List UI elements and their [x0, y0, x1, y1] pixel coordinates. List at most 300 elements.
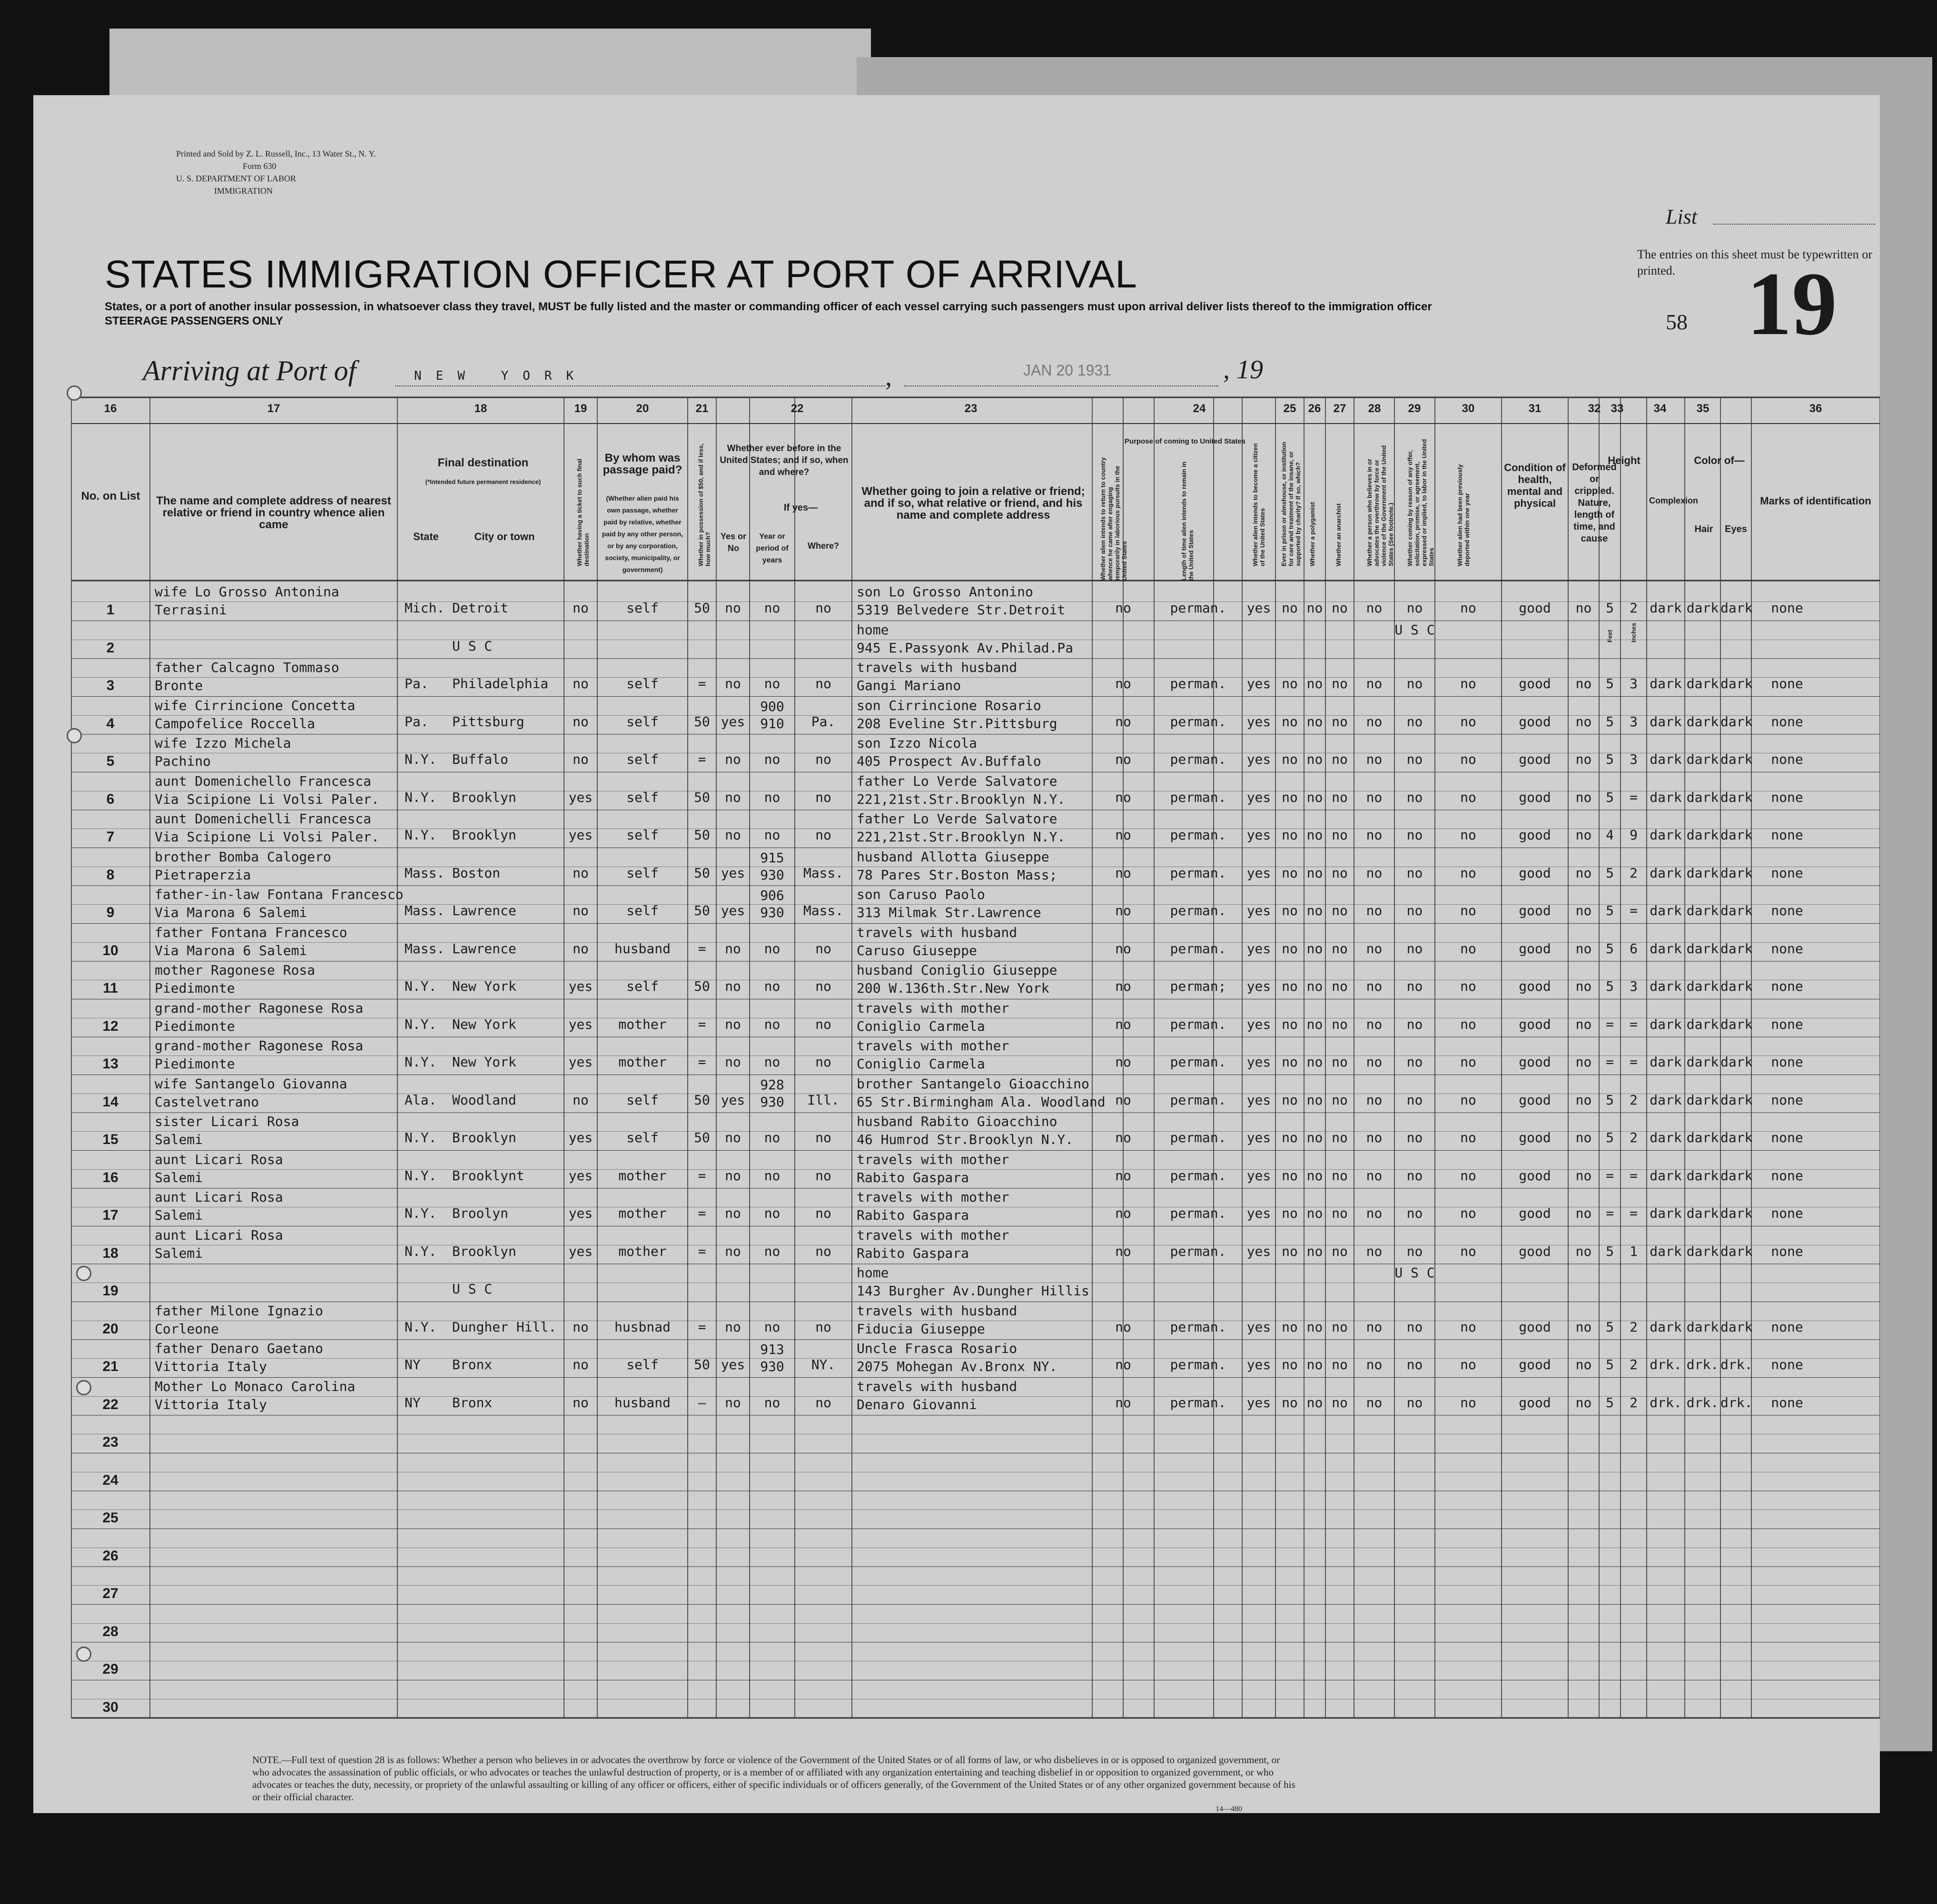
cell-length-of-stay: perman. [1170, 827, 1226, 843]
cell-hair: dark [1686, 1205, 1719, 1221]
cell-overthrow: no [1366, 978, 1383, 994]
cell-polygamist: no [1306, 1016, 1323, 1032]
cell-deported: no [1460, 940, 1476, 957]
cell-health: good [1519, 1394, 1551, 1411]
header-join-relative: Whether going to join a relative or friend; and if so, what relative or friend, and his name and complete address [861, 485, 1085, 522]
header-deported: Whether alien had been previously deported within one year [1456, 464, 1471, 566]
cell-marks: none [1771, 751, 1803, 767]
cell-join-relative: father Lo Verde Salvatore [857, 773, 1057, 789]
header-offer: Whether coming by reason of any offer, solicitation, promise, or agreement, expressed or implied, to labor in the United States [1406, 439, 1435, 566]
cell-relative-name: wife Santangelo Giovanna [155, 1075, 347, 1092]
cell-deported: no [1460, 1016, 1476, 1032]
cell-deformed: no [1575, 1167, 1592, 1184]
cell-complexion: dark [1650, 1016, 1682, 1032]
cell-ticket: no [573, 865, 589, 881]
cell-complexion: dark [1650, 751, 1682, 767]
cell-purpose-return: no [1115, 1205, 1131, 1221]
cell-relative-address: Campofelice Roccella [155, 715, 316, 731]
page-title: STATES IMMIGRATION OFFICER AT PORT OF ARRIVAL [105, 253, 1137, 296]
cell-passage-paid: self [626, 865, 659, 881]
cell-citizen: yes [1246, 676, 1271, 691]
cell-complexion: dark [1650, 940, 1682, 957]
header-polygamist: Whether a polygamist [1309, 502, 1316, 566]
cell-polygamist: no [1306, 865, 1323, 881]
cell-passage-paid: self [626, 1130, 659, 1145]
cell-purpose-return: no [1115, 865, 1131, 881]
cell-prison: no [1282, 751, 1298, 767]
cell-city: New York [452, 978, 516, 994]
column-number-28: 28 [1368, 402, 1381, 415]
cell-feet: 5 [1606, 865, 1614, 881]
cell-eyes: dark [1720, 1319, 1753, 1335]
cell-passage-paid: self [626, 903, 659, 918]
cell-hair: dark [1686, 1016, 1719, 1032]
cell-inches: 2 [1630, 1130, 1638, 1145]
cell-citizen: yes [1246, 978, 1271, 994]
cell-ever-before: no [725, 1205, 741, 1221]
column-number-29: 29 [1408, 402, 1421, 415]
cell-city: Dungher Hill. [452, 1319, 557, 1335]
header-prison: Ever in prison or almshouse, or institution for care and treatment of the insane, or supported by charity? If so, which? [1280, 442, 1302, 566]
cell-feet: 5 [1606, 978, 1614, 994]
cell-deported: no [1460, 1092, 1476, 1108]
cell-money: 50 [694, 1130, 710, 1145]
binder-hole [67, 728, 82, 743]
cell-year-to: 930 [760, 867, 784, 883]
cell-ticket: yes [568, 827, 593, 843]
cell-relative-name: wife Lo Grosso Antonina [155, 584, 339, 600]
cell-where: no [815, 1205, 831, 1221]
cell-where: no [815, 1054, 831, 1070]
cell-complexion: dark [1650, 1243, 1682, 1259]
cell-offer: no [1406, 1205, 1423, 1221]
cell-city: New York [452, 1054, 516, 1070]
cell-length-of-stay: perman. [1170, 751, 1226, 767]
cell-join-address: 5319 Belvedere Str.Detroit [857, 602, 1066, 618]
cell-money: 50 [694, 789, 710, 805]
cell-state: Pa. [405, 713, 429, 730]
header-passage-paid: By whom was passage paid? [603, 452, 682, 476]
column-number-21: 21 [695, 402, 709, 415]
cell-ticket: yes [568, 978, 593, 994]
cell-deformed: no [1575, 865, 1592, 881]
cell-join-address: Caruso Giuseppe [857, 942, 977, 958]
cell-prison: no [1282, 1394, 1298, 1411]
cell-purpose-return: no [1115, 1357, 1131, 1372]
cell-anarchist: no [1332, 1357, 1348, 1372]
cell-ticket: yes [568, 1205, 593, 1221]
cell-year: no [764, 1394, 781, 1411]
cell-relative-address: Piedimonte [155, 1056, 235, 1072]
cell-eyes: dark [1720, 940, 1753, 957]
cell-hair: dark [1686, 903, 1719, 918]
cell-length-of-stay: perman. [1170, 903, 1226, 918]
cell-inches: = [1630, 1016, 1638, 1032]
cell-prison: no [1282, 676, 1298, 691]
cell-feet: 5 [1606, 713, 1614, 730]
cell-overthrow: no [1366, 600, 1383, 616]
cell-prison: no [1282, 1357, 1298, 1372]
cell-money: 50 [694, 827, 710, 843]
cell-deformed: no [1575, 1394, 1592, 1411]
cell-citizen: yes [1246, 1054, 1271, 1070]
cell-purpose-return: no [1115, 1016, 1131, 1032]
cell-join-address: 221,21st.Str.Brooklyn N.Y. [857, 829, 1066, 845]
cell-health: good [1519, 1243, 1551, 1259]
cell-anarchist: no [1332, 1243, 1348, 1259]
cell-deformed: no [1575, 1054, 1592, 1070]
cell-passage-paid: husbnad [614, 1319, 671, 1335]
cell-relative-address: Bronte [155, 678, 203, 693]
cell-feet: = [1606, 1205, 1614, 1221]
cell-feet: 5 [1606, 1394, 1614, 1411]
cell-overthrow: no [1366, 713, 1383, 730]
cell-eyes: dark [1720, 978, 1753, 994]
cell-length-of-stay: perman. [1170, 1130, 1226, 1145]
cell-complexion: dark [1650, 1054, 1682, 1070]
binder-hole [67, 385, 82, 401]
cell-money: = [698, 940, 706, 957]
row-number: 24 [102, 1472, 119, 1488]
cell-feet: 5 [1606, 1092, 1614, 1108]
cell-ticket: no [573, 1092, 589, 1108]
cell-join-relative: son Izzo Nicola [857, 735, 977, 751]
column-number-35: 35 [1696, 402, 1710, 415]
cell-inches: = [1630, 789, 1638, 805]
cell-where: no [815, 600, 831, 616]
row-number: 4 [106, 715, 115, 731]
cell-purpose-return: no [1115, 903, 1131, 918]
cell-prison: no [1282, 1205, 1298, 1221]
cell-passage-paid: mother [618, 1016, 667, 1032]
cell-eyes: dark [1720, 751, 1753, 767]
cell-where: Pa. [811, 713, 836, 730]
cell-polygamist: no [1306, 827, 1323, 843]
list-number: 19 [1747, 254, 1837, 354]
cell-city: Lawrence [452, 903, 516, 918]
cell-money: = [698, 751, 706, 767]
cell-deported: no [1460, 1054, 1476, 1070]
cell-city: Bronx [452, 1394, 493, 1411]
cell-passage-paid: self [626, 676, 659, 691]
cell-deported: no [1460, 903, 1476, 918]
cell-citizen: yes [1246, 600, 1271, 616]
cell-ticket: no [573, 903, 589, 918]
steerage-label: STEERAGE PASSENGERS ONLY [105, 315, 283, 327]
cell-overthrow: no [1366, 676, 1383, 691]
cell-relative-name: aunt Licari Rosa [155, 1151, 283, 1167]
cell-state: N.Y. [405, 1054, 437, 1070]
cell-health: good [1519, 1130, 1551, 1145]
cell-hair: dark [1686, 1130, 1719, 1145]
cell-complexion: dark [1650, 827, 1682, 843]
cell-health: good [1519, 1319, 1551, 1335]
cell-complexion: dark [1650, 1092, 1682, 1108]
cell-relative-address: Vittoria Italy [155, 1396, 267, 1412]
footnote [252, 1754, 1299, 1813]
cell-year: no [764, 1243, 781, 1259]
cell-prison: no [1282, 1054, 1298, 1070]
cell-year: no [764, 827, 781, 843]
cell-year: no [764, 751, 781, 767]
cell-feet: 5 [1606, 1243, 1614, 1259]
cell-state: Mich. [405, 600, 445, 616]
cell-inches: 9 [1630, 827, 1638, 843]
cell-eyes: dark [1720, 1054, 1753, 1070]
cell-anarchist: no [1332, 1054, 1348, 1070]
row-number: 9 [106, 905, 115, 920]
cell-relative-name: wife Cirrincione Concetta [155, 697, 356, 713]
cell-join-relative: husband Allotta Giuseppe [857, 848, 1049, 865]
cell-polygamist: no [1306, 903, 1323, 918]
header-eyes: Eyes [1725, 524, 1747, 534]
row-number: 7 [106, 829, 115, 845]
cell-offer: no [1406, 1243, 1423, 1259]
cell-inches: 6 [1630, 940, 1638, 957]
header-citizen: Whether alien intends to become a citizen of the United States [1252, 443, 1266, 566]
cell-overthrow: no [1366, 865, 1383, 881]
cell-health: good [1519, 1357, 1551, 1372]
cell-feet: 5 [1606, 1319, 1614, 1335]
row-number: 11 [103, 980, 118, 996]
cell-deported: no [1460, 676, 1476, 691]
cell-ever-before: no [725, 1167, 741, 1184]
cell-city: U S C [452, 638, 493, 654]
cell-health: good [1519, 903, 1551, 918]
cell-join-address: 945 E.Passyonk Av.Philad.Pa [857, 640, 1074, 656]
cell-relative-name: brother Bomba Calogero [155, 848, 331, 865]
cell-state: N.Y. [405, 978, 437, 994]
column-number-25: 25 [1283, 402, 1296, 415]
header-deformed: Deformed or crippled. Nature, length of time, and cause [1572, 462, 1617, 544]
cell-inches: 2 [1630, 1319, 1638, 1335]
row-number: 16 [102, 1169, 119, 1185]
cell-where: no [815, 1319, 831, 1335]
printer-line-1: Printed and Sold by Z. L. Russell, Inc., 13 Water St., N. Y. [176, 149, 376, 158]
cell-ticket: yes [568, 1016, 593, 1032]
cell-ever-before: no [725, 1016, 741, 1032]
cell-prison: no [1282, 789, 1298, 805]
cell-ever-before: yes [721, 1092, 745, 1108]
cell-state: Pa. [405, 676, 429, 691]
cell-city: Bronx [452, 1357, 493, 1372]
cell-deformed: no [1575, 1016, 1592, 1032]
cell-passage-paid: self [626, 751, 659, 767]
cell-deported: no [1460, 789, 1476, 805]
cell-polygamist: no [1306, 1092, 1323, 1108]
cell-state: N.Y. [405, 789, 437, 805]
year-prefix: , 19 [1223, 355, 1263, 385]
cell-hair: drk. [1686, 1394, 1719, 1411]
cell-year-from: 913 [760, 1342, 784, 1357]
cell-deformed: no [1575, 676, 1592, 691]
cell-city: Brooklyn [452, 1130, 516, 1145]
cell-prison: no [1282, 713, 1298, 730]
cell-marks: none [1771, 1357, 1803, 1372]
cell-overthrow: no [1366, 903, 1383, 918]
cell-anarchist: no [1332, 978, 1348, 994]
header-marks: Marks of identification [1760, 495, 1871, 507]
cell-ever-before: no [725, 1130, 741, 1145]
cell-relative-address: Piedimonte [155, 980, 235, 996]
cell-join-relative: travels with husband [857, 660, 1018, 675]
cell-hair: dark [1686, 751, 1719, 767]
cell-where: no [815, 1016, 831, 1032]
cell-polygamist: no [1306, 600, 1323, 616]
cell-join-relative: husband Coniglio Giuseppe [857, 962, 1057, 978]
cell-deformed: no [1575, 827, 1592, 843]
cell-length-of-stay: perman. [1170, 676, 1226, 691]
cell-deported: no [1460, 751, 1476, 767]
cell-complexion: dark [1650, 676, 1682, 691]
cell-polygamist: no [1306, 789, 1323, 805]
cell-relative-name: father Denaro Gaetano [155, 1341, 324, 1356]
header-final-dest-note: (*Intended future permanent residence) [425, 478, 541, 485]
cell-join-address: 143 Burgher Av.Dungher Hillis [857, 1283, 1089, 1299]
entries-note: The entries on this sheet must be typewritten or printed. [1637, 247, 1872, 277]
row-number: 5 [106, 753, 115, 769]
header-state: State [413, 531, 439, 543]
cell-city: Buffalo [452, 751, 509, 767]
cell-ticket: yes [568, 1243, 593, 1259]
cell-complexion: dark [1650, 903, 1682, 918]
cell-city: Boston [452, 865, 501, 881]
cell-ticket: yes [568, 1167, 593, 1184]
cell-ever-before: no [725, 1243, 741, 1259]
cell-offer: no [1406, 978, 1423, 994]
cell-join-relative: travels with husband [857, 924, 1018, 940]
cell-relative-address: Salemi [155, 1245, 203, 1261]
cell-health: good [1519, 600, 1551, 616]
cell-citizen: yes [1246, 865, 1271, 881]
row-number: 20 [102, 1321, 119, 1337]
cell-state: N.Y. [405, 827, 437, 843]
row-number: 17 [102, 1207, 119, 1223]
cell-length-of-stay: perman. [1170, 1167, 1226, 1184]
cell-join-address: 221,21st.Str.Brooklyn N.Y. [857, 791, 1066, 807]
cell-deported: no [1460, 713, 1476, 730]
cell-overthrow: no [1366, 1054, 1383, 1070]
cell-city: Broolyn [452, 1205, 509, 1221]
cell-relative-name: father Calcagno Tommaso [155, 660, 339, 675]
cell-deported: no [1460, 1357, 1476, 1372]
cell-ticket: no [573, 1394, 589, 1411]
cell-relative-name: aunt Licari Rosa [155, 1189, 283, 1205]
cell-join-relative: home [857, 622, 889, 638]
cell-passage-paid: mother [618, 1243, 667, 1259]
cell-hair: dark [1686, 865, 1719, 881]
cell-year: no [764, 1167, 781, 1184]
cell-state: N.Y. [405, 1130, 437, 1145]
cell-hair: dark [1686, 1243, 1719, 1259]
cell-relative-name: sister Licari Rosa [155, 1114, 299, 1129]
cell-deformed: no [1575, 713, 1592, 730]
row-number: 10 [102, 942, 119, 958]
cell-inches: 2 [1630, 600, 1638, 616]
cell-ticket: no [573, 1319, 589, 1335]
cell-state: Mass. [405, 940, 445, 957]
cell-join-relative: travels with husband [857, 1378, 1018, 1394]
cell-deported: no [1460, 1243, 1476, 1259]
cell-city: U S C [452, 1281, 493, 1297]
cell-join-address: 2075 Mohegan Av.Bronx NY. [857, 1359, 1057, 1374]
row-number: 2 [106, 640, 115, 656]
cell-offer: no [1406, 827, 1423, 843]
cell-complexion: dark [1650, 713, 1682, 730]
cell-complexion: dark [1650, 865, 1682, 881]
header-yes-no: Yes or No [720, 532, 747, 553]
cell-deformed: no [1575, 1205, 1592, 1221]
cell-polygamist: no [1306, 1394, 1323, 1411]
cell-deformed: no [1575, 978, 1592, 994]
cell-deformed: no [1575, 1130, 1592, 1145]
sheet-number: 58 [1666, 310, 1688, 334]
cell-year-from: 900 [760, 698, 784, 714]
cell-citizen: yes [1246, 713, 1271, 730]
cell-feet: 5 [1606, 600, 1614, 616]
cell-relative-address: Pietraperzia [155, 867, 251, 883]
cell-prison: no [1282, 1243, 1298, 1259]
cell-anarchist: no [1332, 676, 1348, 691]
column-number-16: 16 [104, 402, 117, 415]
cell-year-to: 930 [760, 1094, 784, 1110]
cell-offer: no [1406, 940, 1423, 957]
cell-polygamist: no [1306, 1357, 1323, 1372]
cell-offer: no [1406, 1054, 1423, 1070]
cell-length-of-stay: perman. [1170, 789, 1226, 805]
cell-relative-address: Via Marona 6 Salemi [155, 905, 307, 920]
header-inches: Inches [1630, 622, 1637, 642]
cell-hair: dark [1686, 1092, 1719, 1108]
column-number-34: 34 [1653, 402, 1667, 415]
cell-length-of-stay: perman. [1170, 1092, 1226, 1108]
cell-relative-address: Salemi [155, 1132, 203, 1147]
cell-purpose-return: no [1115, 789, 1131, 805]
cell-eyes: dark [1720, 1205, 1753, 1221]
cell-offer: no [1406, 1130, 1423, 1145]
cell-city: Brooklyn [452, 1243, 516, 1259]
header-no-on-list: No. on List [81, 490, 140, 503]
cell-inches: 1 [1630, 1243, 1638, 1259]
header-purpose-return: Whether alien intends to return to country whence he came after engaging temporarily in laborious pursuits in the United States [1099, 457, 1128, 581]
cell-health: good [1519, 1054, 1551, 1070]
cell-citizen: yes [1246, 1167, 1271, 1184]
cell-complexion: dark [1650, 1205, 1682, 1221]
header-height: Height [1608, 454, 1641, 466]
cell-feet: = [1606, 1167, 1614, 1184]
cell-passage-paid: mother [618, 1167, 667, 1184]
cell-citizen: yes [1246, 1092, 1271, 1108]
row-number: 6 [106, 791, 115, 807]
cell-prison: no [1282, 600, 1298, 616]
cell-inches: = [1630, 1167, 1638, 1184]
cell-health: good [1519, 751, 1551, 767]
cell-ticket: yes [568, 1054, 593, 1070]
cell-deported: no [1460, 827, 1476, 843]
cell-year: no [764, 1016, 781, 1032]
cell-year-from: 915 [760, 849, 784, 866]
header-money: Whether in possession of $50, and if less, how much? [697, 444, 712, 566]
cell-where: no [815, 940, 831, 957]
cell-inches: 2 [1630, 1394, 1638, 1411]
header-color-of: Color of— [1694, 454, 1745, 466]
cell-purpose-return: no [1115, 600, 1131, 616]
cell-passage-paid: self [626, 600, 659, 616]
cell-complexion: dark [1650, 1130, 1682, 1145]
row-number: 22 [102, 1396, 119, 1412]
cell-feet: 5 [1606, 789, 1614, 805]
cell-overthrow: no [1366, 1205, 1383, 1221]
